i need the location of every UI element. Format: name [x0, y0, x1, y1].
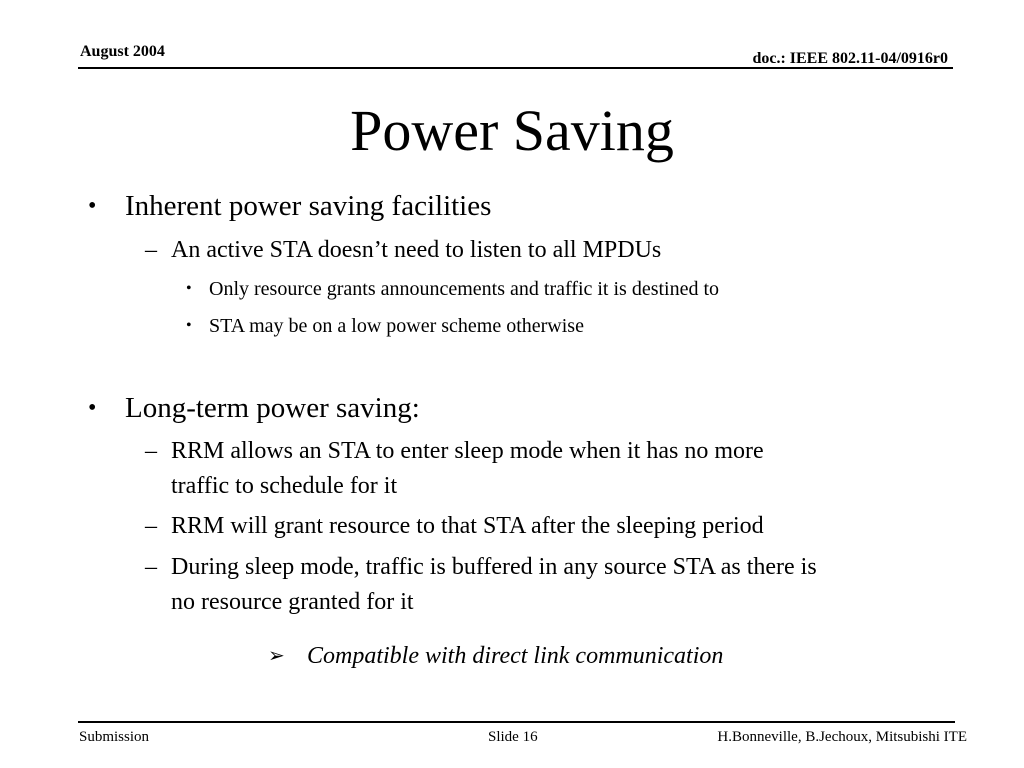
bullet-text: RRM allows an STA to enter sleep mode when it has no more — [171, 438, 764, 464]
bullet-text: An active STA doesn’t need to listen to all MPDUs — [171, 237, 662, 263]
slide-title: Power Saving — [350, 98, 674, 163]
footer-divider — [78, 721, 955, 723]
bullet-marker: • — [186, 317, 192, 334]
bullet-text: Only resource grants announcements and traffic it is destined to — [209, 278, 720, 300]
bullet-text: Inherent power saving facilities — [125, 190, 492, 222]
dash-marker: – — [145, 237, 157, 263]
bullet-text: no resource granted for it — [171, 589, 414, 615]
footer-authors: H.Bonneville, B.Jechoux, Mitsubishi ITE — [717, 729, 967, 745]
bullet-text: RRM will grant resource to that STA after the sleeping period — [171, 513, 764, 539]
dash-marker: – — [145, 513, 157, 539]
bullet-text: STA may be on a low power scheme otherwise — [209, 315, 584, 337]
bullet-marker: • — [88, 193, 97, 219]
emphasis-text: Compatible with direct link communication — [307, 643, 724, 669]
bullet-text: Long-term power saving: — [125, 392, 420, 424]
header-doc-id: doc.: IEEE 802.11-04/0916r0 — [752, 50, 948, 67]
dash-marker: – — [145, 438, 157, 464]
footer-slide-number: Slide 16 — [488, 729, 538, 745]
bullet-marker: • — [88, 395, 97, 421]
header-date: August 2004 — [80, 43, 165, 60]
dash-marker: – — [145, 554, 157, 580]
bullet-text: traffic to schedule for it — [171, 473, 398, 499]
bullet-text: During sleep mode, traffic is buffered in any source STA as there is — [171, 554, 817, 580]
footer-submission: Submission — [79, 729, 150, 745]
arrow-bullet-icon: ➢ — [268, 645, 285, 667]
bullet-marker: • — [186, 280, 192, 297]
